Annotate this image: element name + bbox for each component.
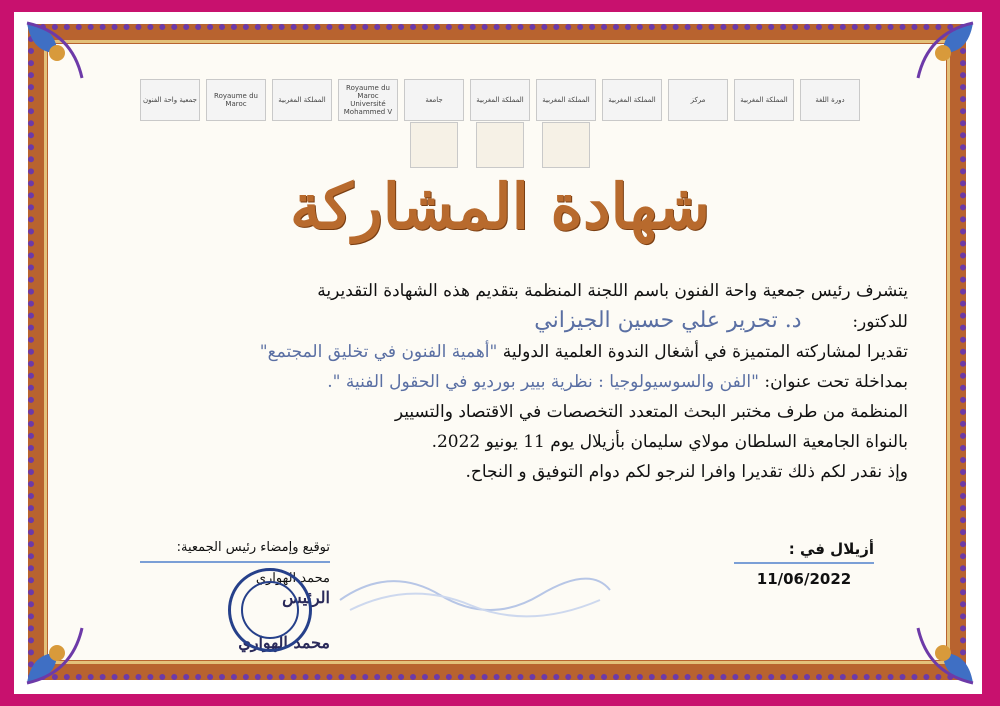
corner-ornament-icon: [22, 18, 92, 88]
secondary-logos: [410, 122, 590, 170]
recipient-name: د. تحرير علي حسين الجيزاني: [534, 308, 802, 333]
logo-university-icon: Royaume du Maroc Université Mohammed V: [338, 79, 398, 121]
logo-association-icon: جمعية واحة الفنون: [140, 79, 200, 121]
logo-icon: Royaume du Maroc: [206, 79, 266, 121]
date-value: 11/06/2022: [756, 570, 852, 588]
body-line: وإذ نقدر لكم ذلك تقديرا وافرا لنرجو لكم دوام التوفيق و النجاح.: [465, 462, 908, 482]
body-line: [90, 306, 908, 337]
logo-icon: جامعة: [404, 79, 464, 121]
emblem-icon: [476, 122, 524, 168]
certificate-title: شهادة المشاركة: [290, 170, 710, 243]
certificate-body: [90, 276, 908, 487]
talk-title: "الفن والسوسيولوجيا : نظرية بيير بورديو في الحقول الفنية ".: [327, 372, 759, 392]
president-role: الرئيس: [282, 588, 330, 607]
logo-icon: المملكة المغربية: [734, 79, 794, 121]
date-underline: [734, 562, 874, 564]
president-name: محمد الهواري: [255, 571, 330, 586]
conference-prefix: تقديرا لمشاركته المتميزة في أشغال الندوة العلمية الدولية: [502, 342, 908, 362]
body-line: [90, 337, 908, 367]
emblem-icon: [542, 122, 590, 168]
logo-icon: مركز: [668, 79, 728, 121]
logo-icon: المملكة المغربية: [602, 79, 662, 121]
logo-icon: المملكة المغربية: [272, 79, 332, 121]
body-line: [90, 367, 908, 397]
logo-icon: دورة اللغة: [800, 79, 860, 121]
recipient-prefix: للدكتور:: [852, 312, 908, 332]
logo-icon: المملكة المغربية: [536, 79, 596, 121]
decorative-flourish-icon: [330, 560, 620, 620]
corner-ornament-icon: [22, 618, 92, 688]
partner-logos: [140, 70, 860, 130]
corner-ornament-icon: [908, 618, 978, 688]
signature-underline: [140, 555, 330, 563]
body-line: المنظمة من طرف مختبر البحث المتعدد التخصصات في الاقتصاد والتسيير: [394, 402, 908, 422]
association-stamp-icon: [228, 568, 312, 652]
talk-prefix: بمداخلة تحت عنوان:: [764, 372, 908, 392]
handwritten-signature: محمد الهواري: [238, 633, 330, 652]
conference-title: "أهمية الفنون في تخليق المجتمع": [259, 342, 498, 362]
body-line: يتشرف رئيس جمعية واحة الفنون باسم اللجنة المنظمة بتقديم هذه الشهادة التقديرية: [317, 281, 908, 301]
corner-ornament-icon: [908, 18, 978, 88]
signature-label: توقيع وإمضاء رئيس الجمعية:: [176, 540, 330, 555]
logo-icon: المملكة المغربية: [470, 79, 530, 121]
date-block: [734, 540, 874, 588]
emblem-icon: [410, 122, 458, 168]
date-label: أزيلال في :: [788, 540, 874, 558]
body-line: بالنواة الجامعية السلطان مولاي سليمان بأزيلال يوم 11 يونيو 2022.: [431, 432, 908, 452]
